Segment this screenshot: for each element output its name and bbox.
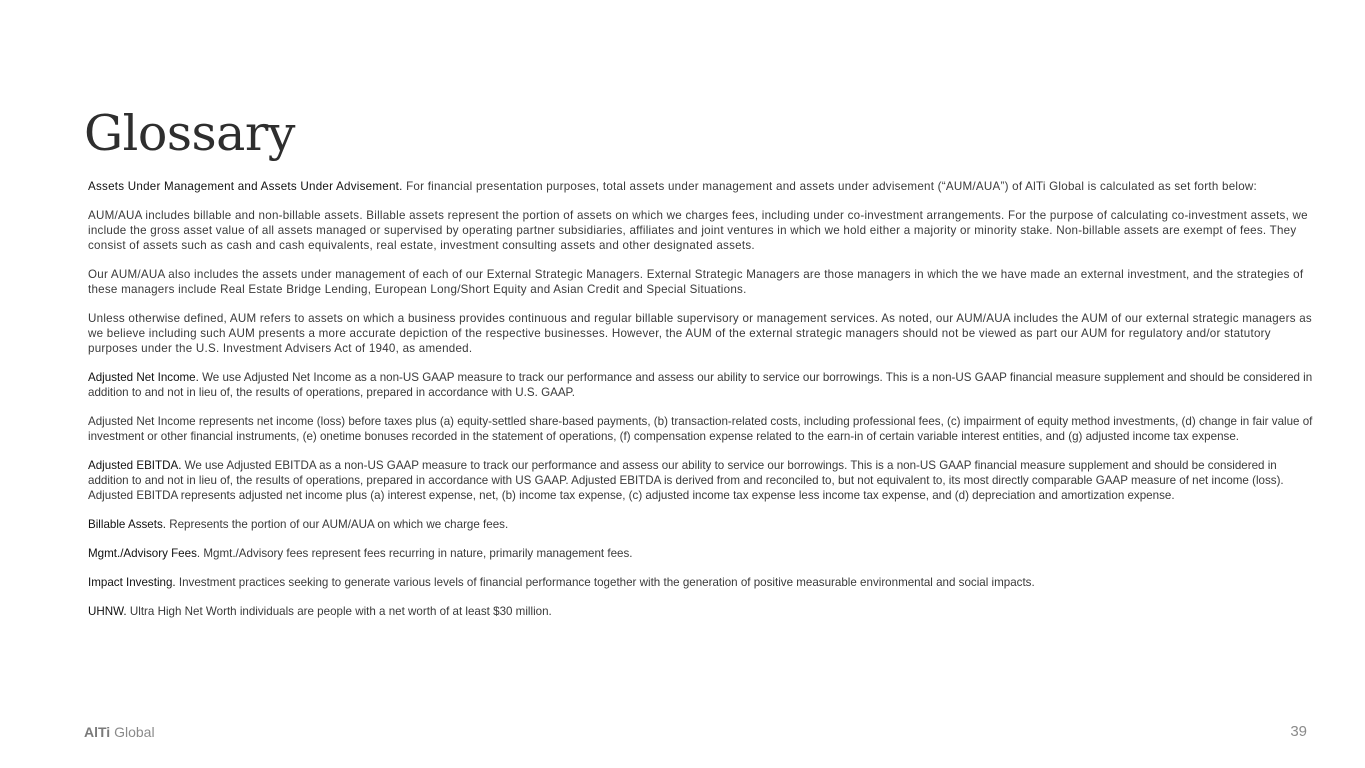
glossary-paragraph-aum-definition: Unless otherwise defined, AUM refers to assets on which a business provides continuous and regular billable supervisory or management services. As noted, our AUM/AUA includes the AUM of our external strategic managers as we believe including such AUM presents a more accurate depiction of the respective businesses. However, the AUM of the external strategic managers should not be viewed as part our AUM for regulatory and/or statutory purposes under the U.S. Investment Advisers Act of 1940, as amended.: [88, 312, 1312, 355]
glossary-term: UHNW.: [88, 605, 127, 618]
glossary-body: [88, 179, 1316, 633]
glossary-term: Adjusted Net Income.: [88, 371, 199, 384]
glossary-paragraph-aum-billable: AUM/AUA includes billable and non-billable assets. Billable assets represent the portion of assets on which we charges fees, including under co-investment arrangements. For the purpose of calculating co-investment assets, we include the gross asset value of all assets managed or supervised by operating partner subsidiaries, affiliates and joint ventures in which we hold either a majority or minority stake. Non-billable assets are exempt of fees. They consist of assets such as cash and cash equivalents, real estate, investment consulting assets and other designated assets.: [88, 209, 1308, 252]
glossary-term: Impact Investing.: [88, 576, 176, 589]
glossary-term: Mgmt./Advisory Fees: [88, 547, 197, 560]
brand-name-rest: Global: [110, 724, 155, 740]
glossary-definition: Ultra High Net Worth individuals are people with a net worth of at least $30 million.: [126, 605, 552, 618]
glossary-term: Assets Under Management and Assets Under Advisement.: [88, 180, 403, 193]
glossary-paragraph-adjusted-net-income-detail: Adjusted Net Income represents net income (loss) before taxes plus (a) equity-settled share-based payments, (b) transaction-related costs, including professional fees, (c) impairment of equity method investments, (d) change in fair value of investment or other financial instruments, (e) onetime bonuses recorded in the statement of operations, (f) compensation expense related to the earn-in of certain variable interest entities, and (g) adjusted income tax expense.: [88, 415, 1313, 443]
glossary-definition: We use Adjusted EBITDA as a non-US GAAP measure to track our performance and assess our ability to service our borrowings. This is a non-US GAAP financial measure supplement and should be considered in addition to and not in lieu of, the results of operations, prepared in accordance with US GAAP. Adjusted EBITDA is derived from and reconciled to, but not equivalent to, its most directly comparable GAAP measure of net income (loss). Adjusted EBITDA represents adjusted net income plus (a) interest expense, net, (b) income tax expense, (c) adjusted income tax expense less income tax expense, and (d) depreciation and amortization expense.: [88, 459, 1284, 502]
glossary-entry-billable-assets: [88, 517, 1316, 532]
glossary-term: Billable Assets.: [88, 518, 166, 531]
footer-brand-logo: [84, 723, 155, 741]
glossary-entry-adjusted-ebitda: [88, 458, 1316, 503]
page-title: Glossary: [84, 105, 295, 162]
glossary-entry-uhnw: [88, 604, 1316, 619]
glossary-term: Adjusted EBITDA.: [88, 459, 182, 472]
glossary-definition: Represents the portion of our AUM/AUA on which we charge fees.: [165, 518, 509, 531]
page-number: 39: [1290, 723, 1307, 740]
glossary-entry-impact-investing: [88, 575, 1316, 590]
glossary-definition: . Mgmt./Advisory fees represent fees recurring in nature, primarily management fees.: [196, 547, 633, 560]
glossary-entry-aum: [88, 179, 1316, 194]
glossary-entry-mgmt-advisory-fees: [88, 546, 1316, 561]
glossary-entry-adjusted-net-income: [88, 370, 1316, 400]
glossary-paragraph-aum-external-managers: Our AUM/AUA also includes the assets under management of each of our External Strategic Managers. External Strategic Managers are those managers in which the we have made an external investment, and the strategies of these managers include Real Estate Bridge Lending, European Long/Short Equity and Asian Credit and Special Situations.: [88, 268, 1304, 296]
glossary-definition: For financial presentation purposes, total assets under management and assets under advisement (“AUM/AUA”) of AlTi Global is calculated as set forth below:: [402, 180, 1258, 193]
brand-name-bold: AlTi: [84, 724, 111, 740]
glossary-definition: Investment practices seeking to generate various levels of financial performance together with the generation of positive measurable environmental and social impacts.: [175, 576, 1035, 589]
glossary-definition: We use Adjusted Net Income as a non-US GAAP measure to track our performance and assess our ability to service our borrowings. This is a non-US GAAP financial measure supplement and should be considered in addition to and not in lieu of, the results of operations, prepared in accordance with U.S. GAAP.: [88, 371, 1313, 399]
